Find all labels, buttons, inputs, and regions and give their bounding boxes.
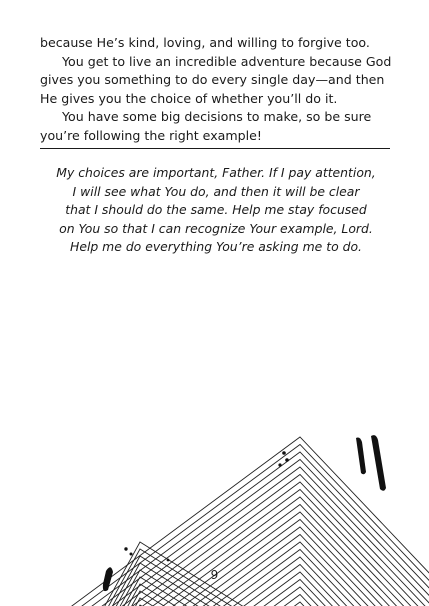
prayer-line: that I should do the same. Help me stay focused [65, 202, 367, 218]
prayer-line: My choices are important, Father. If I pay attention, [56, 165, 376, 180]
chevron-line [155, 505, 402, 606]
paragraph-decisions: You have some big decisions to make, so be sure you’re following the right example! [40, 109, 372, 143]
chevron-line [287, 602, 310, 606]
prayer-line: I will see what You do, and then it will be clear [72, 183, 360, 199]
paragraph-continuation: because He’s kind, loving, and willing to forgive too. [40, 35, 370, 50]
chevron-line [266, 587, 324, 606]
prayer-line: on You so that I can recognize Your example, Lord. [59, 220, 373, 236]
page-number: 9 [210, 568, 219, 582]
prayer-line: Help me do everything You’re asking me to do. [70, 239, 362, 255]
paragraph-adventure: You get to live an incredible adventure because God gives you something to do every single day—and then He gives you the choice of whether you’ll do it. [40, 53, 392, 106]
